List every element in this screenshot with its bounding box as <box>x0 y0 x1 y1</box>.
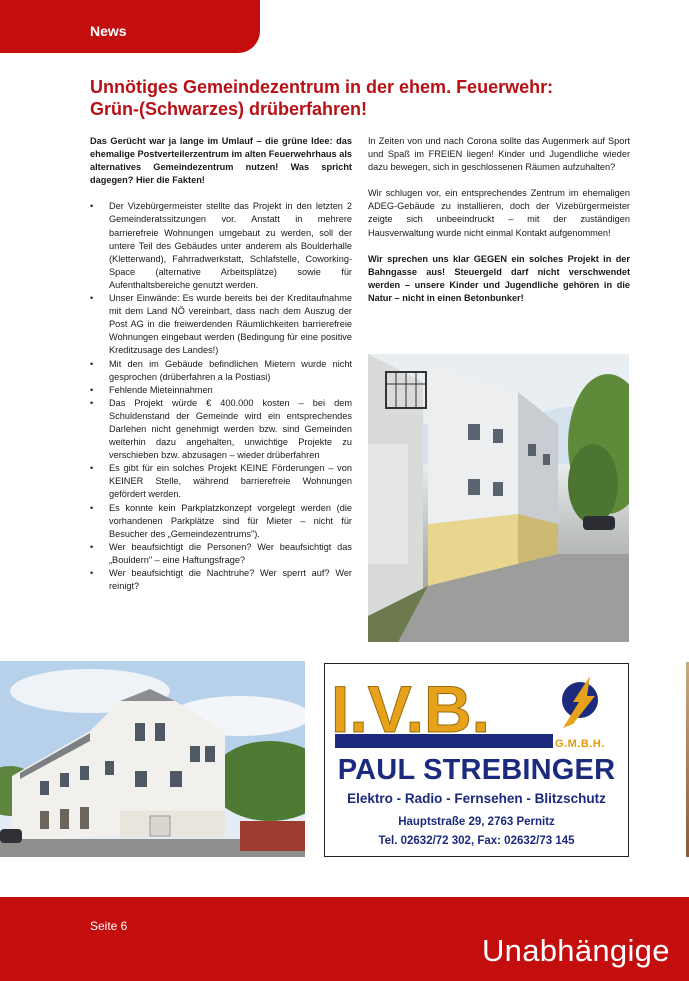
ad-services: Elektro - Radio - Fernsehen - Blitzschutz <box>347 791 606 806</box>
list-item: • Mit den im Gebäude befindlichen Mietern wurde nicht gesprochen (drüberfahren a la Postiasi) <box>90 358 352 384</box>
page-footer <box>0 897 689 981</box>
ad-address: Hauptstraße 29, 2763 Pernitz <box>398 816 555 828</box>
article-column-right <box>368 135 630 318</box>
street-photo-illustration <box>368 354 629 642</box>
ad-phone: Tel. 02632/72 302, Fax: 02632/73 145 <box>378 835 575 847</box>
article-column-left <box>90 135 352 593</box>
headline-line-1: Unnötiges Gemeindezentrum in der ehem. Feuerwehr: <box>90 77 554 97</box>
article-paragraph-adeg: Wir schlugen vor, ein entsprechendes Zentrum im ehemaligen ADEG-Gebäude zu installieren, doch der Vizebürgermeister zeigte sich unbeeindruckt – mit der zuständigen Hausverwaltung wurde nicht einmal Kontakt aufgenommen! <box>368 188 630 238</box>
list-item: • Es konnte kein Parkplatzkonzept vorgelegt werden (die vorhandenen Parkplätze sind für Mieter – nicht für Besucher des „Gemeindezentrums"). <box>90 502 352 541</box>
section-label: News <box>90 23 127 39</box>
list-item: • Der Vizebürgermeister stellte das Projekt in den letzten 2 Gemeinderatssitzungen vor. Anstatt in mehrere barrierefreie Wohnungen umgebaut zu werden, soll der untere Teil des Gebäudes unter anderem als Boulderhalle (Kletterwand), Fahrradwerkstatt, Schlafstelle, Coworking-Space (alternative Arbeitsplätze) sowie für Aufenthaltsbereiche genutzt werden. <box>90 200 352 292</box>
list-item: • Unser Einwände: Es wurde bereits bei der Kreditaufnahme mit dem Land NÖ vereinbart, dass nach dem Auszug der Post AG in die freiwerdenden Räumlichkeiten barrierefreie Wohnungen eingebaut werden (Bedingung für eine positive Kreditzusage des Landes!) <box>90 292 352 357</box>
article-paragraph-conclusion: Wir sprechen uns klar GEGEN ein solches Projekt in der Bahngasse aus! Steuergeld darf nicht verschwendet werden – unsere Kinder und Jugendliche gehören in die Natur – nicht in einen Betonbunker! <box>368 253 630 303</box>
list-item: • Wer beaufsichtigt die Personen? Wer beaufsichtigt das „Bouldern" – eine Haftungsfrage? <box>90 541 352 567</box>
list-item: • Wer beaufsichtigt die Nachtruhe? Wer sperrt auf? Wer reinigt? <box>90 567 352 593</box>
ad-company-suffix: G.M.B.H. <box>555 738 605 750</box>
list-item: • Fehlende Mieteinnahmen <box>90 384 352 397</box>
ad-owner-name: PAUL STREBINGER <box>337 754 616 786</box>
article-paragraph-corona: In Zeiten von und nach Corona sollte das Augenmerk auf Sport und Spaß im FREIEN liegen! Kinder und Jugendliche wieder dazu bewegen, sich in geschlossenen Räumen aufzuhalten? <box>368 136 630 173</box>
article-intro: Das Gerücht war ja lange im Umlauf – die grüne Idee: das ehemalige Postverteilerzentrum im alten Feuerwehrhaus als alternatives Gemeindezentrum nutzen! Was spricht dagegen? Hier die Fakten! <box>90 136 352 186</box>
list-item: • Das Projekt würde € 400.000 kosten – bei dem Schuldenstand der Gemeinde wird ein entsprechendes Darlehen nicht genehmigt werden bzw. sind Gemeinden weiterhin dazu angehalten, unwichtige Projekte zu verschieben bzw. abzusagen – wieder drüberfahren <box>90 397 352 462</box>
ivb-logo-text: I.V.B. <box>331 672 490 746</box>
fact-list <box>90 200 352 593</box>
list-item: • Es gibt für ein solches Projekt KEINE Förderungen – von KEINER Stelle, während barrierefreie Wohnungen gefördert werden. <box>90 462 352 501</box>
page-number: Seite 6 <box>90 919 128 933</box>
footer-brand: Unabhängige <box>482 933 670 968</box>
street-photo <box>368 354 629 642</box>
building-photo-illustration <box>0 661 305 857</box>
advertisement <box>324 663 629 857</box>
headline-line-2: Grün-(Schwarzes) drüberfahren! <box>90 98 368 119</box>
article-headline <box>90 77 650 120</box>
building-photo <box>0 661 305 857</box>
section-tab <box>0 0 260 53</box>
